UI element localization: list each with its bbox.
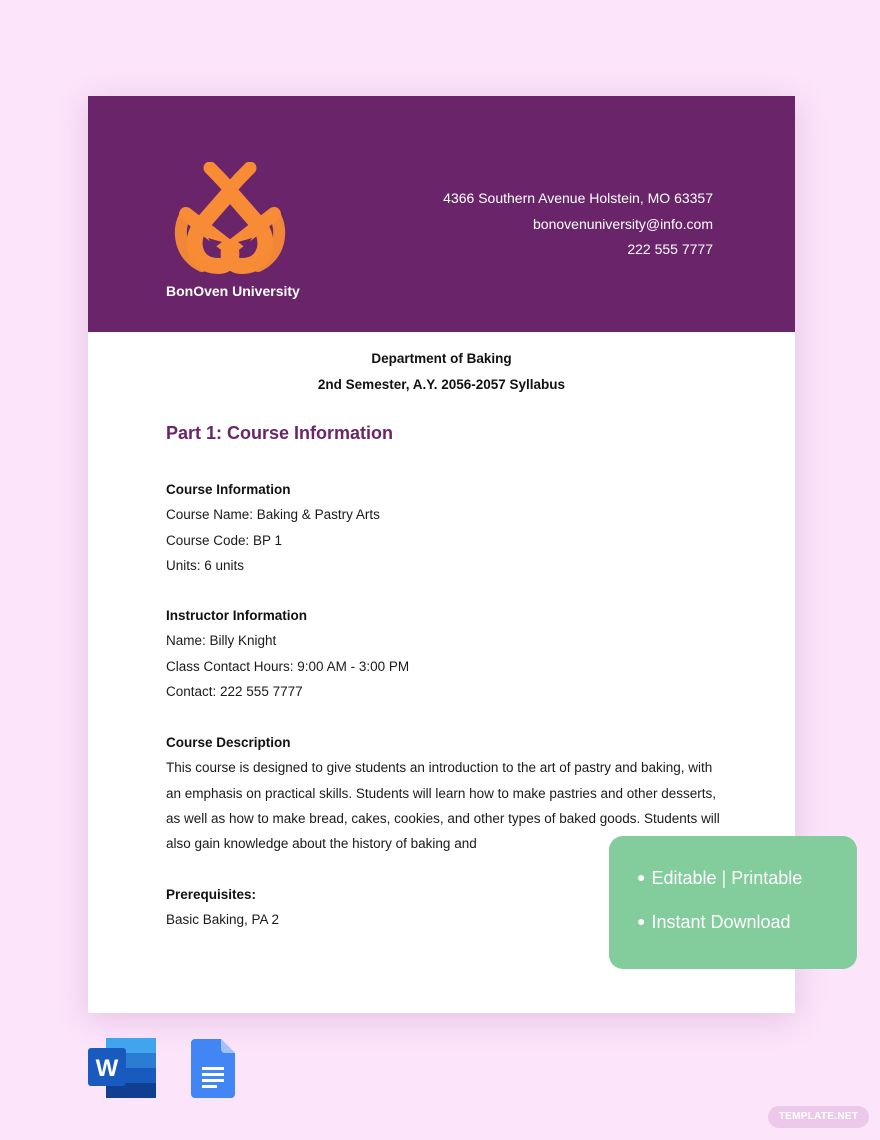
contact-hours: Class Contact Hours: 9:00 AM - 3:00 PM	[166, 658, 410, 674]
instructor-name: Name: Billy Knight	[166, 633, 277, 649]
semester-title: 2nd Semester, A.Y. 2056-2057 Syllabus	[317, 376, 566, 392]
instructor-info-section	[166, 603, 726, 704]
university-name: BonOven University	[166, 283, 300, 299]
course-name: Course Name: Baking & Pastry Arts	[166, 507, 380, 523]
department-title: Department of Baking	[371, 351, 512, 366]
course-info-section	[166, 477, 726, 578]
google-docs-icon[interactable]	[191, 1039, 235, 1103]
document-header	[88, 96, 795, 332]
section-title: Instructor Information	[166, 608, 307, 623]
section-title: Course Information	[166, 482, 291, 497]
address: 4366 Southern Avenue Holstein, MO 63357	[443, 190, 713, 206]
email: bonovenuniversity@info.com	[533, 215, 713, 232]
instructor-contact: Contact: 222 555 7777	[166, 683, 303, 699]
feature-item: ● Editable | Printable	[637, 868, 803, 888]
course-code: Course Code: BP 1	[166, 532, 283, 548]
template-watermark[interactable]: TEMPLATE.NET	[768, 1106, 869, 1128]
bullet-icon: ●	[637, 913, 646, 929]
features-badge	[609, 836, 857, 969]
document-heading	[88, 346, 795, 397]
pretzel-logo-icon	[168, 162, 292, 278]
prerequisite-item: Basic Baking, PA 2	[166, 912, 280, 928]
part-title: Part 1: Course Information	[166, 423, 394, 443]
course-description-text: This course is designed to give students an introduction to the art of pastry and baking, with an emphasis on practical skills. Students will learn how to make pastries and other desserts, as well as how to make bread, cakes, cookies, and other types of baked goods. Students will also gain knowledge about the history of baking and	[166, 760, 720, 852]
section-title: Course Description	[166, 735, 291, 750]
contact-block	[443, 186, 713, 263]
section-title: Prerequisites:	[166, 887, 257, 902]
bullet-icon: ●	[637, 869, 646, 885]
phone: 222 555 7777	[627, 241, 713, 257]
feature-item: ● Instant Download	[637, 912, 791, 932]
units: Units: 6 units	[166, 557, 245, 573]
word-icon[interactable]	[88, 1038, 156, 1103]
word-letter: W	[95, 1055, 119, 1082]
